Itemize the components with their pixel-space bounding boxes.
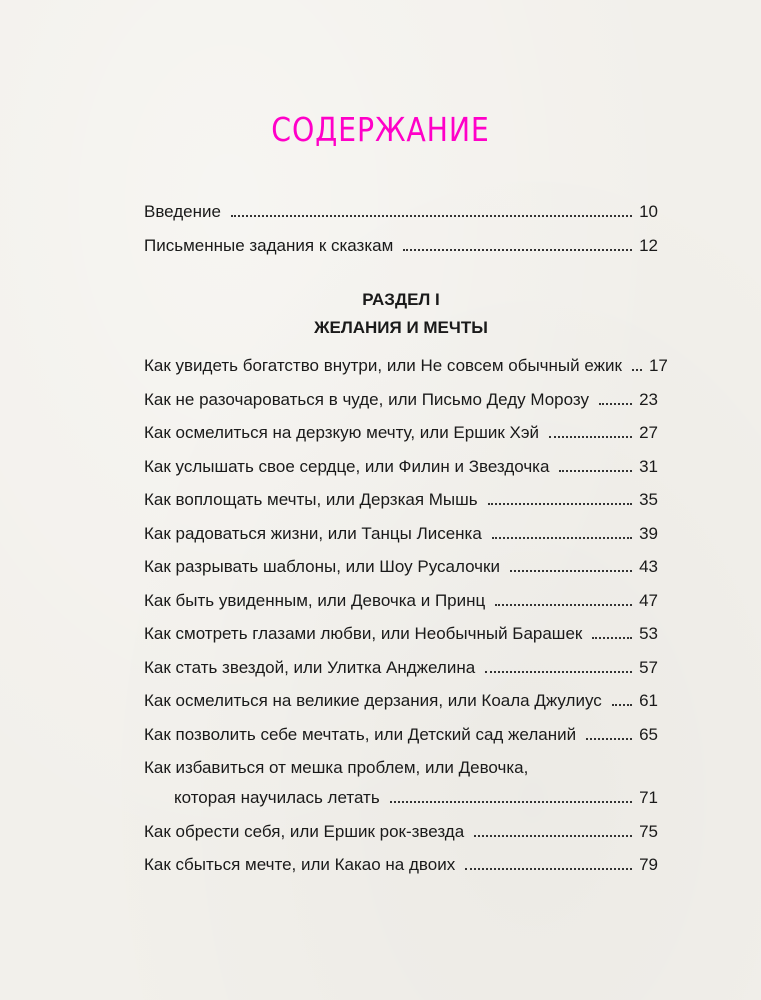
dot-leader — [599, 402, 632, 405]
toc-entry-line — [144, 758, 658, 788]
dot-leader — [612, 703, 632, 706]
toc-entry[interactable] — [144, 490, 658, 524]
toc-entry-page: 47 — [639, 590, 658, 610]
toc-entry-page: 27 — [639, 423, 658, 442]
toc-entry-title: Как стать звездой, или Улитка Анджелина — [144, 657, 476, 677]
section-title: ЖЕЛАНИЯ И МЕЧТЫ — [314, 318, 488, 337]
toc-entry-title: Как позволить себе мечтать, или Детский сад желаний — [144, 724, 577, 744]
section-heading — [144, 269, 658, 356]
toc-entry-page: 31 — [639, 456, 658, 476]
toc-entry-multiline[interactable] — [144, 758, 658, 822]
dot-leader — [488, 502, 632, 505]
toc-entry[interactable] — [144, 457, 658, 491]
toc-entry-title-continued: которая научилась летать — [174, 788, 380, 807]
toc-entry-page: 61 — [639, 691, 658, 710]
toc-entry-page: 71 — [639, 788, 658, 807]
toc-entry[interactable] — [144, 591, 658, 625]
toc-entry[interactable] — [144, 855, 658, 889]
dot-leader — [390, 800, 632, 803]
toc-entry[interactable] — [144, 524, 658, 558]
toc-entry-page: 57 — [639, 657, 658, 677]
toc-entry-title: Как быть увиденным, или Девочка и Принц — [144, 590, 486, 610]
toc-entry-title: Как смотреть глазами любви, или Необычный Барашек — [144, 624, 583, 643]
toc-entry-title: Как осмелиться на великие дерзания, или Коала Джулиус — [144, 691, 602, 710]
dot-leader — [549, 435, 632, 438]
toc-entry-page: 35 — [639, 490, 658, 509]
toc-entry-page: 23 — [639, 389, 658, 409]
dot-leader — [510, 569, 632, 572]
toc-entry[interactable] — [144, 557, 658, 591]
toc-entry-page: 65 — [639, 724, 658, 744]
toc-entry-title: Как услышать свое сердце, или Филин и Звездочка — [144, 456, 550, 476]
toc-entry-title: Как избавиться от мешка проблем, или Девочка, — [144, 758, 529, 777]
toc-entry[interactable] — [144, 624, 658, 658]
toc-entry[interactable] — [144, 725, 658, 759]
dot-leader — [492, 536, 632, 539]
toc-entry[interactable] — [144, 390, 658, 424]
toc-entry[interactable] — [144, 691, 658, 725]
dot-leader — [495, 603, 632, 606]
toc-entry[interactable] — [144, 202, 658, 236]
dot-leader — [559, 469, 632, 472]
dot-leader — [632, 368, 642, 371]
toc-entry-title: Письменные задания к сказкам — [144, 235, 394, 255]
toc-entry[interactable] — [144, 658, 658, 692]
toc-entry-page: 53 — [639, 624, 658, 643]
toc-entry-page: 79 — [639, 855, 658, 874]
dot-leader — [403, 248, 632, 251]
toc-entry-page: 12 — [639, 235, 658, 255]
toc-entry[interactable] — [144, 236, 658, 270]
dot-leader — [592, 636, 632, 639]
toc-entry-page: 17 — [648, 356, 668, 375]
dot-leader — [474, 834, 632, 837]
toc-entry[interactable] — [144, 356, 668, 390]
page-title: СОДЕРЖАНИЕ — [271, 110, 490, 149]
dot-leader — [231, 214, 632, 217]
dot-leader — [586, 737, 632, 740]
toc-entry-page: 43 — [639, 557, 658, 576]
toc-entry-page: 75 — [639, 821, 658, 841]
toc-entry-title: Как осмелиться на дерзкую мечту, или Ершик Хэй — [144, 423, 540, 442]
toc-entry-page: 39 — [639, 523, 658, 543]
toc-entry-title: Как не разочароваться в чуде, или Письмо Деду Морозу — [144, 389, 590, 409]
toc-entry-title: Как воплощать мечты, или Дерзкая Мышь — [144, 490, 478, 509]
toc-entry-title: Введение — [144, 202, 221, 221]
toc-entry-page: 10 — [639, 202, 658, 221]
dot-leader — [465, 867, 632, 870]
section-number: РАЗДЕЛ I — [362, 290, 440, 309]
toc-entry-title: Как сбыться мечте, или Какао на двоих — [144, 855, 456, 874]
toc-entry[interactable] — [144, 822, 658, 856]
toc-entry-title: Как разрывать шаблоны, или Шоу Русалочки — [144, 557, 500, 576]
toc-entry-title: Как обрести себя, или Ершик рок-звезда — [144, 821, 465, 841]
toc-entry-title: Как радоваться жизни, или Танцы Лисенка — [144, 523, 482, 543]
dot-leader — [485, 670, 632, 673]
toc-entry-line — [144, 788, 658, 822]
toc-entry-title: Как увидеть богатство внутри, или Не совсем обычный ежик — [144, 356, 622, 375]
toc-entry[interactable] — [144, 423, 658, 457]
table-of-contents — [144, 202, 668, 889]
